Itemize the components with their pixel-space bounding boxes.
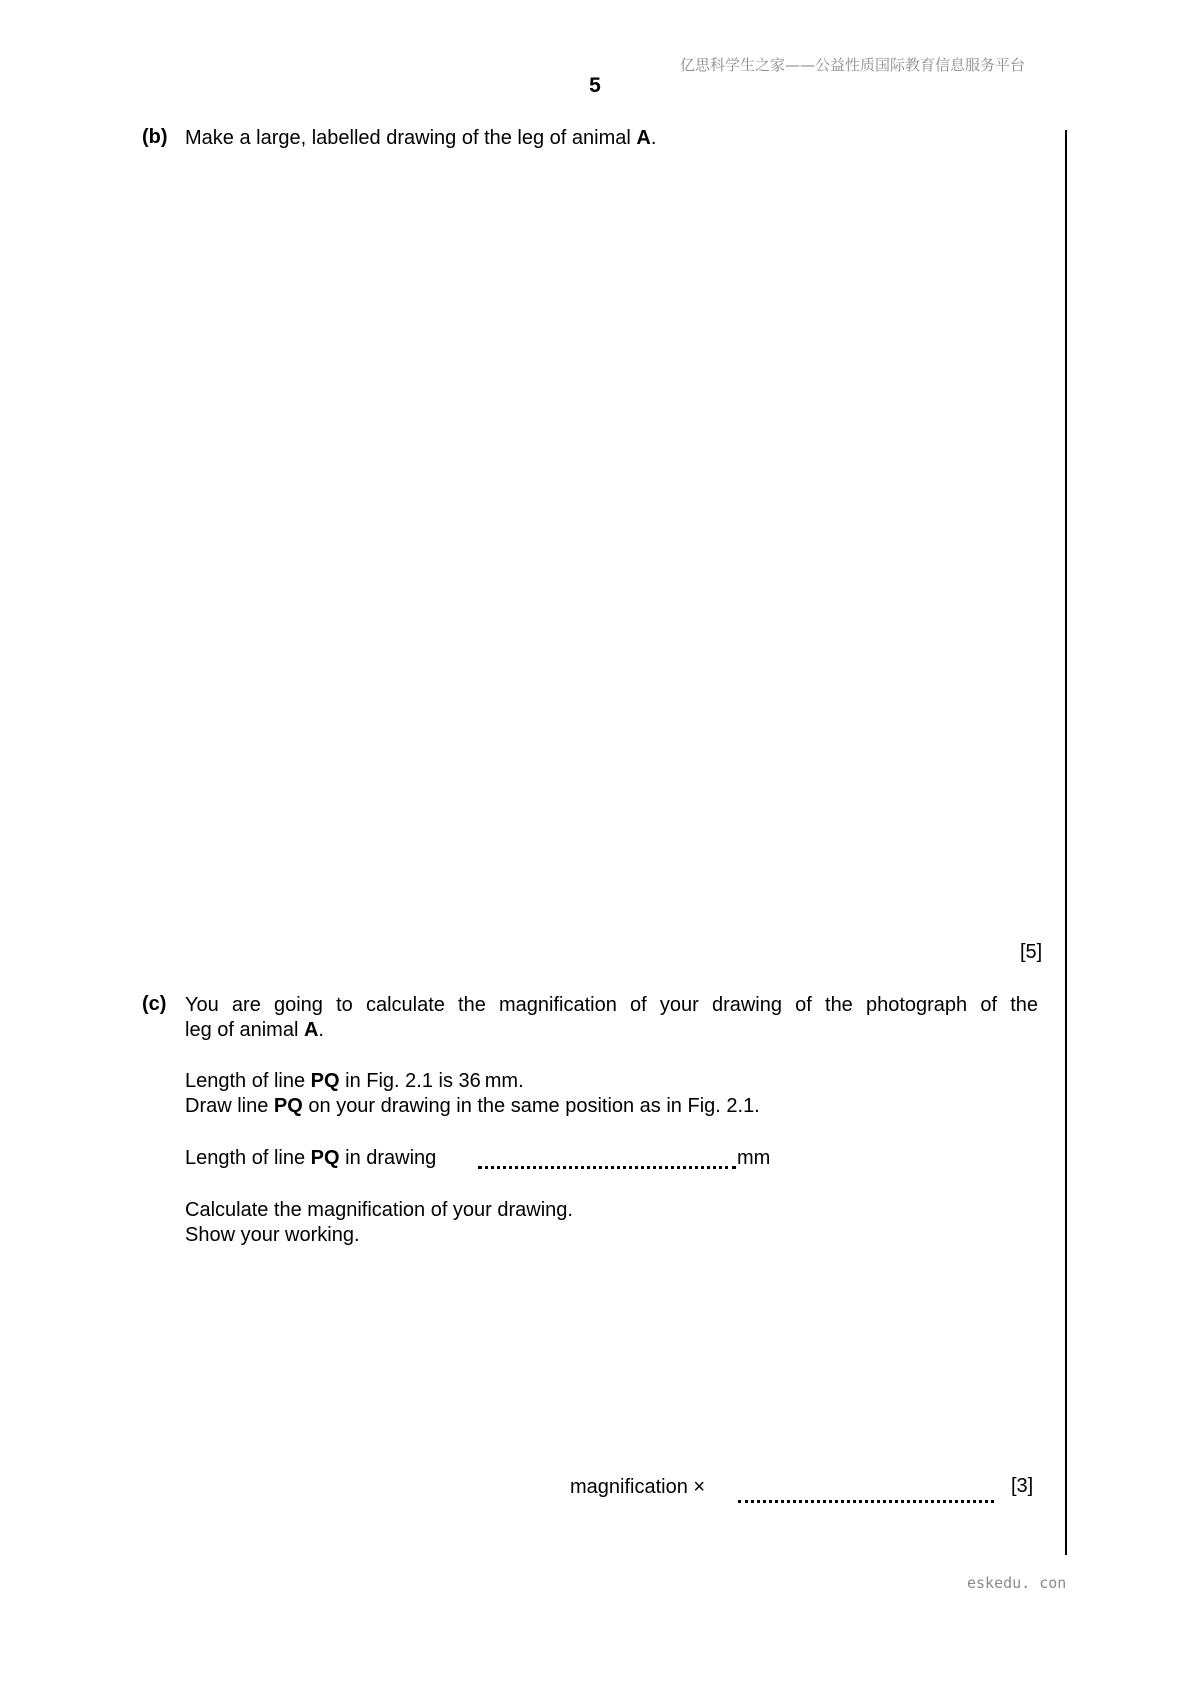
part-c-intro-line2-bold: A [303, 1019, 319, 1041]
part-c-marks: [3] [1011, 1475, 1034, 1497]
part-b-text-pre: Make a large, labelled drawing of the leg of animal [185, 127, 637, 149]
part-c-intro-line2-pre: leg of animal [185, 1019, 304, 1041]
drawing-length-pre: Length of line [185, 1147, 311, 1169]
drawing-length-unit: mm [737, 1147, 771, 1169]
page-number: 5 [589, 74, 601, 97]
part-c-intro-line2 [185, 1018, 324, 1043]
magnification-answer-line[interactable] [738, 1500, 994, 1503]
part-c-length-statement [185, 1069, 524, 1094]
length-post: in Fig. 2.1 is 36 mm. [339, 1070, 524, 1092]
watermark-bottom: eskedu. con [967, 1574, 1067, 1592]
part-b-text-post: . [650, 127, 657, 149]
part-c-drawing-length-label [185, 1146, 436, 1171]
drawing-length-post: in drawing [339, 1147, 437, 1169]
watermark-top: 亿思科学生之家——公益性质国际教育信息服务平台 [680, 56, 1026, 74]
draw-bold: PQ [273, 1095, 303, 1117]
part-c-letter: (c) [142, 993, 167, 1015]
part-c-intro-line2-post: . [318, 1019, 324, 1041]
part-b-text-bold: A [636, 127, 651, 149]
part-b-marks: [5] [1020, 941, 1043, 963]
magnification-label: magnification × [570, 1476, 706, 1498]
length-bold: PQ [310, 1070, 340, 1092]
draw-post: on your drawing in the same position as in Fig. 2.1. [302, 1095, 760, 1117]
margin-line [1065, 130, 1067, 1555]
part-c-intro-line1: You are going to calculate the magnification of your drawing of the photograph of the [185, 994, 1038, 1016]
part-b-instruction [185, 126, 656, 151]
part-c-calc-line1: Calculate the magnification of your drawing. [185, 1199, 573, 1221]
drawing-area[interactable] [185, 165, 1045, 915]
working-area[interactable] [185, 1260, 1045, 1460]
draw-pre: Draw line [185, 1095, 274, 1117]
drawing-length-bold: PQ [310, 1147, 340, 1169]
part-c-calc-line2: Show your working. [185, 1224, 360, 1246]
drawing-length-answer-line[interactable] [478, 1166, 736, 1169]
length-pre: Length of line [185, 1070, 311, 1092]
part-b-letter: (b) [142, 126, 168, 148]
part-c-draw-instruction [185, 1094, 760, 1119]
